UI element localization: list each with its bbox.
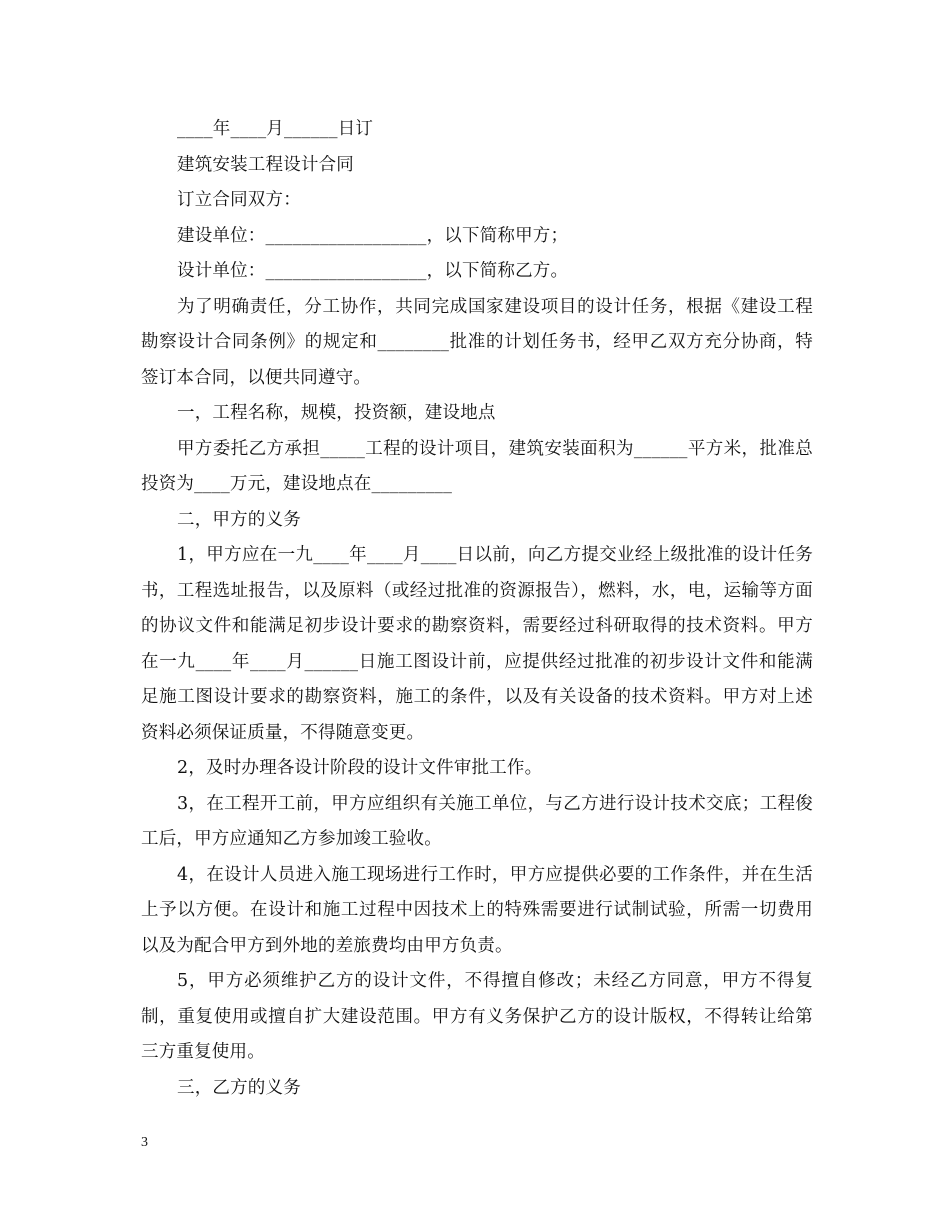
page-number: 3 bbox=[141, 1135, 148, 1150]
section-three-heading: 三，乙方的义务 bbox=[177, 1077, 301, 1098]
clause-2-5-paragraph: 5，甲方必须维护乙方的设计文件，不得擅自修改；未经乙方同意，甲方不得复制，重复使用或擅自扩大建设范围。甲方有义务保护乙方的设计版权，不得转让给第三方重复使用。 bbox=[141, 971, 813, 1062]
preamble-paragraph: 为了明确责任，分工协作，共同完成国家建设项目的设计任务，根据《建设工程勘察设计合同条例》的规定和________批准的计划任务书，经甲乙双方充分协商，特签订本合同，以便共同遵守。 bbox=[141, 296, 813, 388]
section-one-heading: 一，工程名称，规模，投资额，建设地点 bbox=[177, 403, 496, 423]
section-two-heading: 二，甲方的义务 bbox=[177, 509, 301, 530]
clause-2-1-paragraph: 1，甲方应在一九____年____月____日以前，向乙方提交业经上级批准的设计任务书，工程选址报告，以及原料（或经过批准的资源报告），燃料，水，电，运输等方面的协议文件和能满足初步设计要求的勘察资料，需要经过科研取得的技术资料。甲方在一九____年____月______日施工图设计前，应提供经过批准的初步设计文件和能满足施工图设计要求的勘察资料，施工的条件，以及有关设备的技术资料。甲方对上述资料必须保证质量，不得随意变更。 bbox=[141, 545, 813, 743]
parties-heading: 订立合同双方： bbox=[177, 190, 301, 210]
contract-date-line: ____年____月______日订 bbox=[177, 119, 374, 139]
document-body bbox=[141, 112, 813, 1106]
clause-2-4-paragraph: 4，在设计人员进入施工现场进行工作时，甲方应提供必要的工作条件，并在生活上予以方便。在设计和施工过程中因技术上的特殊需要进行试制试验，所需一切费用以及为配合甲方到外地的差旅费均由甲方负责。 bbox=[141, 864, 813, 956]
section-one-paragraph: 甲方委托乙方承担_____工程的设计项目，建筑安装面积为______平方米，批准总投资为____万元，建设地点在_________ bbox=[141, 438, 813, 494]
party-b-line: 设计单位：__________________，以下简称乙方。 bbox=[177, 261, 569, 281]
contract-title: 建筑安装工程设计合同 bbox=[177, 154, 354, 175]
party-a-line: 建设单位：__________________，以下简称甲方； bbox=[177, 225, 569, 246]
clause-2-2-paragraph: 2，及时办理各设计阶段的设计文件审批工作。 bbox=[177, 758, 543, 778]
clause-2-3-paragraph: 3，在工程开工前，甲方应组织有关施工单位，与乙方进行设计技术交底；工程俊工后，甲方应通知乙方参加竣工验收。 bbox=[141, 793, 813, 849]
